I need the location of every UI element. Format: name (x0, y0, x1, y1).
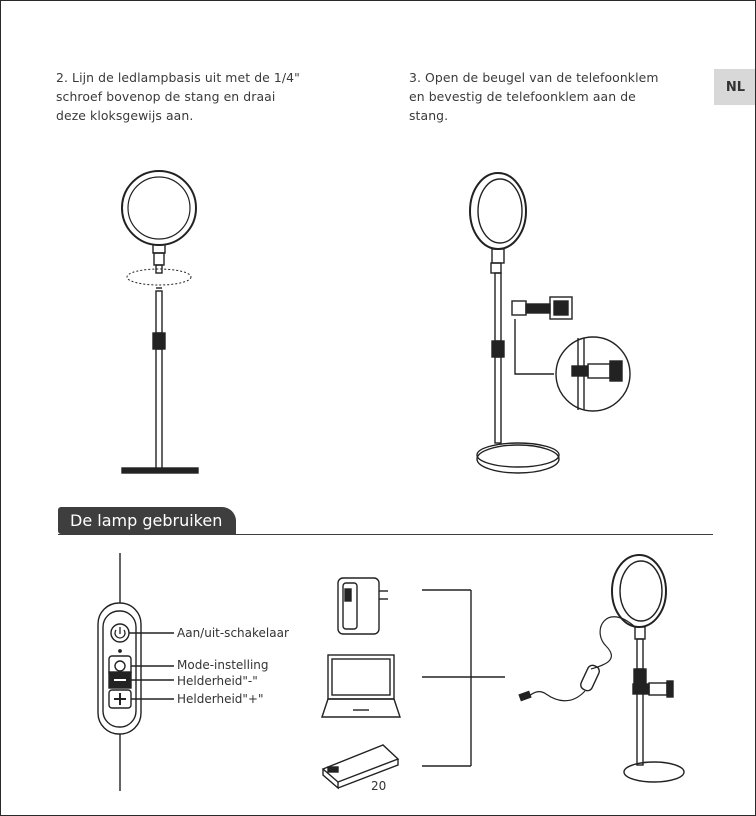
power-icon (115, 627, 125, 638)
power-adapter-icon (338, 578, 388, 634)
language-tab: NL (714, 69, 756, 105)
brightness-minus-label: Helderheid"-" (177, 674, 258, 688)
ring-light-icon (529, 555, 684, 782)
step-2-text: 2. Lijn de ledlampbasis uit met de 1/4" schroef bovenop de stang en draai deze kloksgewijs aan. (56, 70, 300, 123)
mode-setting-label: Mode-instelling (177, 658, 269, 672)
brightness-plus-label: Helderheid"+" (177, 692, 264, 706)
illustrations (1, 1, 756, 816)
section-title: De lamp gebruiken (58, 507, 236, 534)
connection-lines (422, 590, 505, 766)
stand-pole-icon (477, 273, 559, 473)
section-divider (58, 534, 713, 535)
phone-clamp-icon (512, 297, 630, 411)
laptop-icon (322, 655, 400, 717)
usb-plug-icon (519, 691, 530, 700)
power-switch-label: Aan/uit-schakelaar (177, 626, 289, 640)
step-3-text: 3. Open de beugel van de telefoonklem en bevestig de telefoonklem aan de stang. (409, 70, 659, 123)
inline-controller-icon (98, 553, 174, 791)
stand-pole-icon (122, 288, 198, 473)
ring-light-icon (470, 173, 526, 273)
power-bank-icon (323, 745, 398, 788)
page-number: 20 (371, 779, 387, 793)
ring-light-icon (122, 171, 196, 273)
